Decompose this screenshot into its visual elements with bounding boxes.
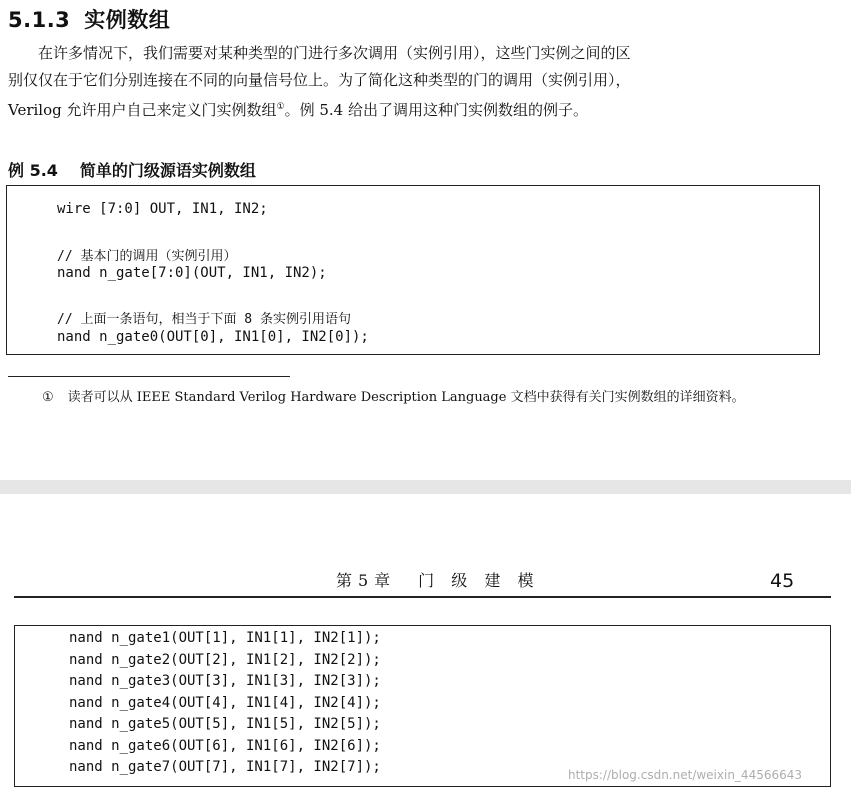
page-separator: [0, 480, 851, 494]
code-line: nand n_gate4(OUT[4], IN1[4], IN2[4]);: [69, 694, 381, 711]
paragraph-line-3-start: Verilog 允许用户自己来定义门实例数组: [8, 101, 277, 119]
code-line: wire [7:0] OUT, IN1, IN2;: [57, 201, 268, 217]
footnote: [42, 386, 745, 405]
footnote-rule: [8, 376, 290, 377]
footnote-reference[interactable]: ①: [276, 102, 285, 112]
header-rule: [14, 596, 831, 598]
code-line: nand n_gate1(OUT[1], IN1[1], IN2[1]);: [69, 630, 381, 646]
code-line: nand n_gate6(OUT[6], IN1[6], IN2[6]);: [69, 737, 381, 754]
code-block-bottom: [14, 625, 831, 787]
section-heading: [8, 4, 170, 34]
paragraph-line-3-end: 。例 5.4 给出了调用这种门实例数组的例子。: [284, 101, 588, 119]
paragraph-line-3: [8, 94, 838, 124]
paragraph-line-1: 在许多情况下，我们需要对某种类型的门进行多次调用（实例引用），这些门实例之间的区: [38, 44, 631, 62]
code-line: nand n_gate5(OUT[5], IN1[5], IN2[5]);: [69, 716, 381, 732]
code-comment: // 基本门的调用（实例引用）: [57, 249, 237, 264]
code-line: nand n_gate[7:0](OUT, IN1, IN2);: [57, 265, 327, 281]
page-number: 45: [770, 570, 795, 592]
watermark: https://blog.csdn.net/weixin_44566643: [568, 768, 803, 782]
running-head: 第5章 门 级 建 模: [336, 571, 540, 590]
code-line: nand n_gate2(OUT[2], IN1[2], IN2[2]);: [69, 651, 381, 668]
code-line: nand n_gate0(OUT[0], IN1[0], IN2[0]);: [57, 329, 369, 345]
section-title: 实例数组: [84, 8, 171, 32]
code-comment: // 上面一条语句，相当于下面 8 条实例引用语句: [57, 312, 351, 327]
paragraph-line-2: 别仅仅在于它们分别连接在不同的向量信号位上。为了简化这种类型的门的调用（实例引用），: [8, 71, 631, 89]
section-number: 5.1.3: [8, 8, 71, 32]
example-title: 简单的门级源语实例数组: [79, 161, 256, 180]
footnote-text: 读者可以从 IEEE Standard Verilog Hardware Description Language 文档中获得有关门实例数组的详细资料。: [67, 390, 745, 405]
footnote-mark: ①: [42, 390, 54, 405]
code-line: nand n_gate7(OUT[7], IN1[7], IN2[7]);: [69, 759, 381, 775]
example-heading: [8, 158, 256, 181]
code-line: nand n_gate3(OUT[3], IN1[3], IN2[3]);: [69, 673, 381, 689]
code-block-top: [6, 185, 820, 355]
example-number: 例 5.4: [8, 161, 58, 180]
